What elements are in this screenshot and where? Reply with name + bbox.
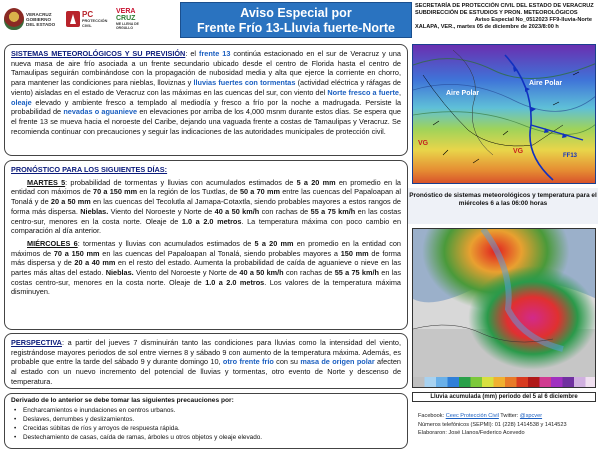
rain-colorbar <box>413 377 596 388</box>
rainfall-map <box>412 228 596 388</box>
map-caption: Pronóstico de sistemas meteorológicos y temperatura para el miércoles 6 a las 06:00 horas <box>408 188 598 224</box>
contacts-block: Facebook: Ceec Protección Civil Twitter: @spcver Números telefónicos (SEPMI): 01 (228) 1414538 y 1414523 Elaboraron: José Llanos/Federico Acevedo <box>418 412 598 438</box>
pronostico-title: PRONÓSTICO PARA LOS SIGUIENTES DÍAS: <box>11 165 168 174</box>
veracruz-gobierno-logo: VERACRUZ GOBIERNO DEL ESTADO <box>4 8 62 30</box>
sistemas-box <box>4 44 408 156</box>
precauciones-list <box>11 406 401 442</box>
proteccion-civil-logo: PC PROTECCIÓN CIVIL <box>66 10 112 29</box>
list-item: • Destechamiento de casas, caída de ramas, árboles u otros objetos y oleaje elevado. <box>11 433 401 442</box>
rainfall-caption: Lluvia acumulada (mm) periodo del 5 al 6 diciembre <box>412 392 596 402</box>
aire-polar-label-1: Aire Polar <box>446 90 480 97</box>
proteccion-civil-icon <box>66 11 80 27</box>
aire-polar-label-2: Aire Polar <box>529 80 563 87</box>
martes-paragraph: MARTES 5: probabilidad de tormentas y lluvias con acumulados estimados de 5 a 20 mm en promedio en la entidad con máximos de 70 a 150 mm en la región de los Tuxtlas, de 50 a 70 mm entre las cuencas del Papaloapan al Tonalá y de 20 a 50 mm en las cuencas del Tecolutla al Jamapa-Cotaxtla, siendo probables mayores a estos rangos de forma más dispersa. Nieblas. Viento del Noroeste y Norte de 40 a 50 km/h con rachas de 55 a 75 km/h en las costas centro-sur, menores en la costa norte. Oleaje de 1.0 a 2.0 metros. La temperatura máxima con poco cambio en comparación al día anterior. <box>11 177 402 236</box>
state-seal-icon <box>4 8 24 30</box>
authors: Elaboraron: José Llanos/Federico Acevedo <box>418 430 525 437</box>
title-line-2: Frente Frío 13-Lluvia fuerte-Norte <box>197 21 395 35</box>
perspectiva-box <box>4 333 408 389</box>
title-banner <box>180 2 412 38</box>
perspectiva-title: PERSPECTIVA <box>11 338 62 347</box>
list-item: • Encharcamientos e inundaciones en centros urbanos. <box>11 406 401 415</box>
vg-label-1: VG <box>418 140 429 147</box>
perspectiva-text: PERSPECTIVA: a partir del jueves 7 disminuirán tanto las condiciones para lluvias como la intensidad del viento, registrándose mayores periodos de sol entre viernes 8 y sábado 9 con aumento de la temperatura máxima. Además, es probable que entre la tarde del sábado 9 y durante domingo 10, otro frente frío con su masa de origen polar afecten al estado con un nuevo incremento del potencial de lluvias y tormentas, otro evento de Norte y descenso de temperatura. <box>11 338 401 386</box>
agency-header: SECRETARÍA DE PROTECCIÓN CIVIL DEL ESTADO DE VERACRUZ SUBDIRECCIÓN DE ESTUDIOS Y PRON. METEOROLÓGICOS Aviso Especial No_0512023 FF9-lluvia-Norte XALAPA, VER., martes 05 de diciembre de 2023/8:00 h <box>415 3 594 30</box>
sistemas-title: SISTEMAS METEOROLÓGICOS Y SU PREVISIÓN <box>11 49 186 58</box>
sistemas-text: SISTEMAS METEOROLÓGICOS Y SU PREVISIÓN: el frente 13 continúa estacionado en el sur de Veracruz y una nueva masa de aire frío asociada a un frente secundario ubicado desde el centro de Florida hasta el centro de Tamaulipas seguirán combinándose con la propagación de nubosidad media y alta que ejerce la corriente en chorro, para mantener las condiciones para nieblas, lloviznas y lluvias fuertes con tormentas (actividad eléctrica y ráfagas de viento) aisladas en el estado de Veracruz con las máximas en las cuencas del sur, con viento del Norte fresco a fuerte, oleaje elevado y ambiente fresco a templado al mediodía y fresco a frío por la noche a madrugada. Persiste la probabilidad de nevadas o aguanieve en elevaciones por arriba de los 4,000 msnm durante estos días. Se espera que el frente 13 se mueva hacia el noroeste del Caribe, dejando una vaguada frente a costas de Tamaulipas y Veracruz. Se recomienda continuar con precauciones y seguir las indicaciones de las autoridades municipales de protección civil. <box>11 49 401 136</box>
weather-systems-map <box>412 44 596 184</box>
vg-label-2: VG <box>513 148 524 155</box>
list-item: • Deslaves, derrumbes y deslizamientos. <box>11 415 401 424</box>
rainfall-map-image <box>413 229 596 388</box>
title-line-1: Aviso Especial por <box>240 6 352 20</box>
precauciones-box <box>4 393 408 449</box>
twitter-link[interactable]: @spcver <box>519 413 543 419</box>
list-item: • Crecidas súbitas de ríos y arroyos de respuesta rápida. <box>11 424 401 433</box>
ff-label: FF13 <box>563 153 578 159</box>
pronostico-box <box>4 160 408 330</box>
logos-bar <box>4 4 180 34</box>
phone-numbers: Números telefónicos (SEPMI): 01 (228) 1414538 y 1414523 <box>418 421 567 428</box>
veracruz-brand-logo: VERA CRUZ ME LLENA DE ORGULLO <box>116 8 139 30</box>
weather-map-image <box>413 45 596 184</box>
facebook-link[interactable]: Ceec Protección Civil <box>445 413 499 419</box>
precauciones-title: Derivado de lo anterior se debe tomar las siguientes precauciones por: <box>11 397 234 404</box>
miercoles-paragraph: MIÉRCOLES 6: tormentas y lluvias con acumulados estimados de 5 a 20 mm en promedio en la entidad con máximos de 70 a 150 mm en las cuencas del Papaloapan al Tonalá, siendo probables mayores a 150 mm de forma más dispersa y de 20 a 40 mm en el resto del estado. Aumenta la probabilidad de caída de aguanieve o nieve en las partes más altas del estado. Nieblas. Viento del Noroeste y Norte de 40 a 50 km/h con rachas de 55 a 75 km/h en las costas centro-sur, menores en la costa norte. Oleaje de 1.0 a 2.0 metros. Los valores de la temperatura máxima disminuyen. <box>11 238 402 297</box>
